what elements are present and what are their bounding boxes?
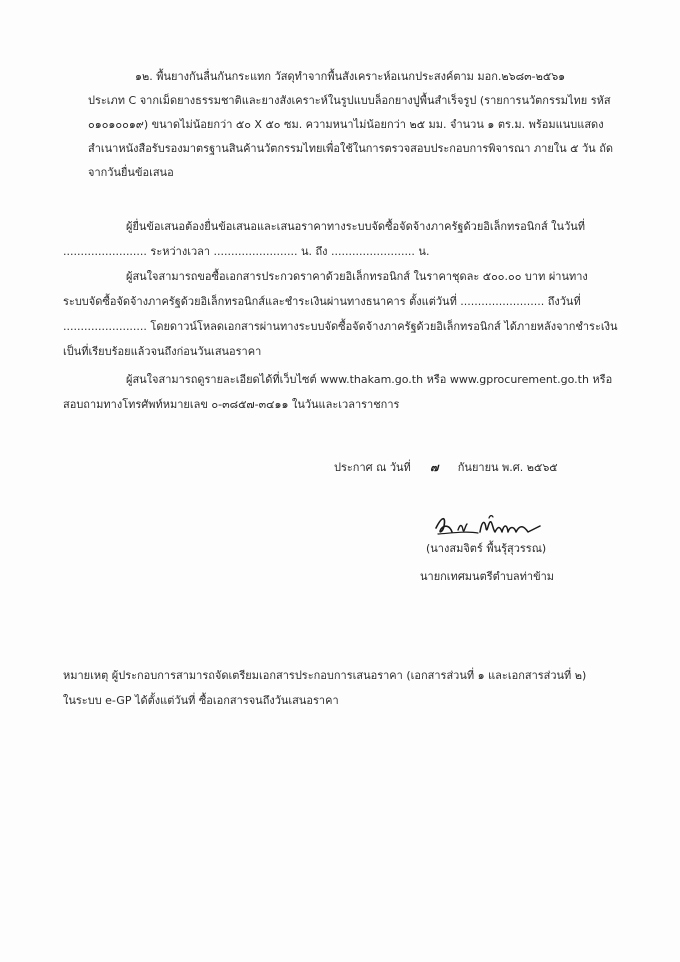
signatory-name: (นางสมจิตร์ พื้นรุ้สุวรรณ): [426, 542, 547, 555]
remark-line-2: ในระบบ e-GP ได้ตั้งแต่วันที่ ซื้อเอกสารจนถึงวันเสนอราคา: [63, 694, 339, 707]
item12-line-4: สำเนาหนังสือรับรองมาตรฐานสินค้านวัตกรรมไทยเพื่อใช้ในการตรวจสอบประกอบการพิจารณา ภายใน ๕ วัน ถัด: [88, 142, 613, 155]
announcement-prefix: ประกาศ ณ วันที่: [334, 461, 411, 474]
remark-line-1: หมายเหตุ ผู้ประกอบการสามารถจัดเตรียมเอกสารประกอบการเสนอราคา (เอกสารส่วนที่ ๑ และเอกสารส่วนที่ ๒): [63, 669, 587, 682]
announcement-day: ๗: [430, 461, 439, 474]
contact-line-1: ผู้สนใจสามารถดูรายละเอียดได้ที่เว็บไซต์ www.thakam.go.th หรือ www.gprocurement.go.th หรือ: [126, 373, 613, 386]
announcement-month-year: กันยายน พ.ศ. ๒๕๖๕: [457, 461, 558, 474]
submission-line-2: ........................ ระหว่างเวลา ........................ น. ถึง ........................ น.: [63, 245, 430, 258]
item12-line-5: จากวันยื่นข้อเสนอ: [88, 166, 174, 179]
signatory-position: นายกเทศมนตรีตำบลท่าข้าม: [420, 570, 555, 583]
handwritten-signature: [432, 512, 544, 540]
purchase-line-3: ........................ โดยดาวน์โหลดเอกสารผ่านทางระบบจัดซื้อจัดจ้างภาครัฐด้วยอิเล็กทรอนิกส์ ได้ภายหลังจากชำระเงิน: [63, 320, 618, 333]
item12-line-3: ๐๑๐๑๐๐๑๙) ขนาดไม่น้อยกว่า ๕๐ X ๕๐ ซม. ความหนาไม่น้อยกว่า ๒๕ มม. จำนวน ๑ ตร.ม. พร้อมแนบแสดง: [88, 118, 604, 131]
purchase-line-1: ผู้สนใจสามารถขอซื้อเอกสารประกวดราคาด้วยอิเล็กทรอนิกส์ ในราคาชุดละ ๕๐๐.๐๐ บาท ผ่านทาง: [126, 270, 588, 283]
contact-line-2: สอบถามทางโทรศัพท์หมายเลข ๐-๓๘๕๗-๓๔๑๑ ในวันและเวลาราชการ: [63, 398, 400, 411]
submission-line-1: ผู้ยื่นข้อเสนอต้องยื่นข้อเสนอและเสนอราคาทางระบบจัดซื้อจัดจ้างภาครัฐด้วยอิเล็กทรอนิกส์ ในวันที่: [126, 220, 586, 233]
purchase-line-4: เป็นที่เรียบร้อยแล้วจนถึงก่อนวันเสนอราคา: [63, 345, 262, 358]
item12-line-1: ๑๒. พื้นยางกันลื่นกันกระแทก วัสดุทำจากพื้นสังเคราะห์อเนกประสงค์ตาม มอก.๒๖๘๓-๒๕๖๑: [135, 70, 566, 83]
announcement-date: [334, 461, 558, 475]
purchase-line-2: ระบบจัดซื้อจัดจ้างภาครัฐด้วยอิเล็กทรอนิกส์และชำระเงินผ่านทางธนาคาร ตั้งแต่วันที่ ........................ ถึงวันที่: [63, 295, 581, 308]
item12-line-2: ประเภท C จากเม็ดยางธรรมชาติและยางสังเคราะห์ในรูปแบบล็อกยางปูพื้นสำเร็จรูป (รายการนวัตกรรมไทย รหัส: [88, 94, 611, 107]
